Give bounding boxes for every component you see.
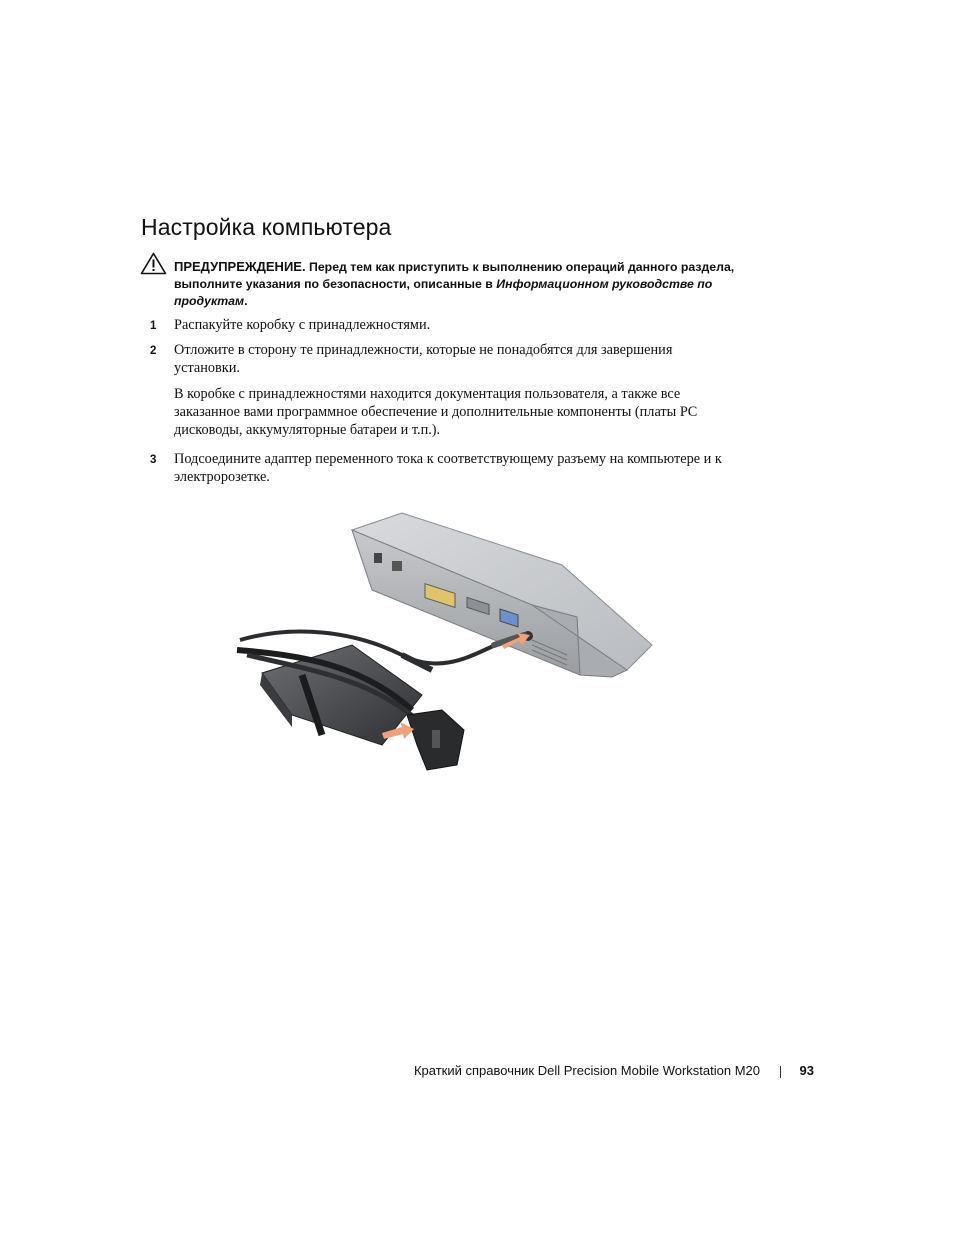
step-number: 3 [150, 454, 157, 466]
product-guide-title: Информационном руководстве по продуктам [174, 277, 713, 308]
footer-divider [780, 1066, 781, 1078]
page-number: 93 [799, 1063, 814, 1078]
warning-triangle-icon [140, 252, 167, 275]
step-number: 1 [150, 320, 157, 332]
warning-end: . [244, 294, 248, 308]
warning-body: Перед тем как приступить к выполнению операций данного раздела, выполните указания по безопасности, описанные в [174, 260, 735, 291]
step-text: Отложите в сторону те принадлежности, которые не понадобятся для завершения установки. [174, 342, 673, 376]
footer-title: Краткий справочник Dell Precision Mobile Workstation M20 [413, 1063, 760, 1078]
step-text: Распакуйте коробку с принадлежностями. [174, 317, 431, 333]
step-text: Подсоедините адаптер переменного тока к соответствующему разъему на компьютере и к электророзетке. [174, 451, 722, 485]
warning-text [174, 258, 754, 310]
step-note: В коробке с принадлежностями находится документация пользователя, а также все заказанное вами программное обеспечение и дополнительные компоненты (платы PC дисководы, аккумуляторные батареи и т.п.). [174, 386, 698, 438]
laptop-ac-adapter-illustration [232, 505, 672, 780]
page-footer [300, 1062, 814, 1082]
page-title: Настройка компьютера [141, 214, 392, 240]
warning-lead: ПРЕДУПРЕЖДЕНИЕ. [174, 259, 306, 274]
step-number: 2 [150, 345, 157, 357]
